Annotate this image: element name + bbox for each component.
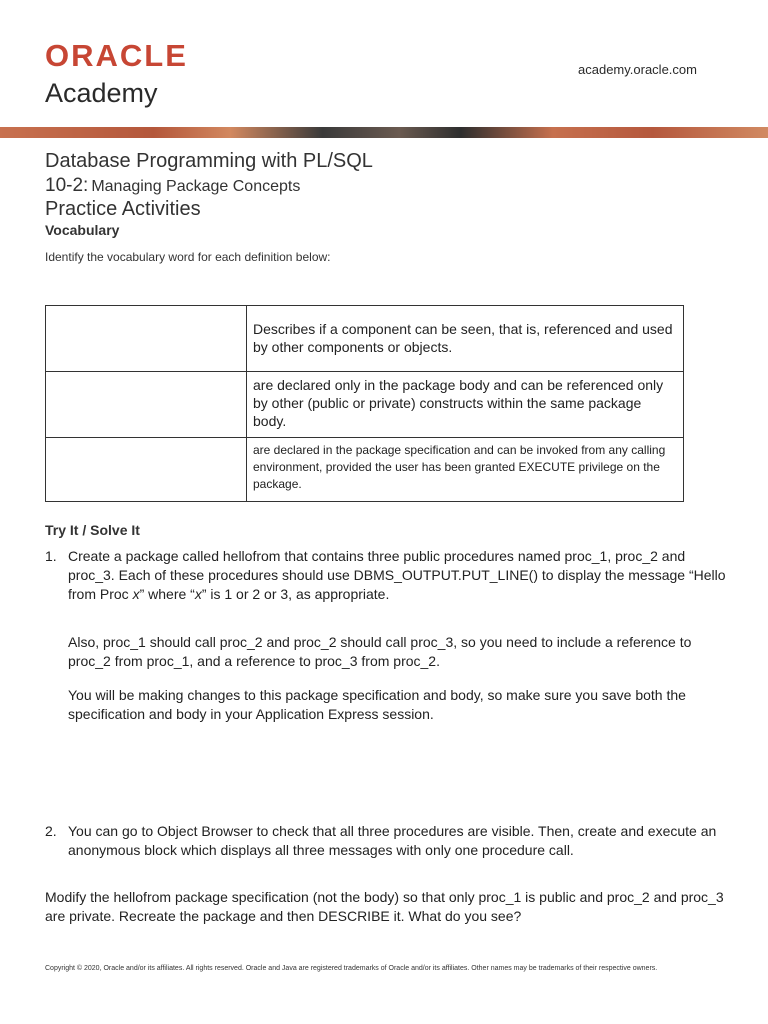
decorative-banner	[0, 127, 768, 138]
q1-text-mid: ” where “	[139, 586, 195, 602]
site-url: academy.oracle.com	[578, 62, 697, 77]
oracle-logo: ORACLE	[45, 38, 188, 73]
question-3-text: Modify the hellofrom package specification (not the body) so that only proc_1 is public and proc_2 and proc_3 are private. Recreate the package and then DESCRIBE it. What do you see?	[45, 889, 724, 924]
vocabulary-instructions: Identify the vocabulary word for each definition below:	[45, 250, 331, 264]
q1-var2: x	[194, 586, 202, 602]
course-title: Database Programming with PL/SQL	[45, 150, 373, 172]
question-1-text	[68, 547, 728, 604]
try-it-heading: Try It / Solve It	[45, 522, 140, 538]
vocabulary-table	[45, 305, 684, 502]
question-1-para3: You will be making changes to this package specification and body, so make sure you save both the specification and body in your Application Express session.	[68, 687, 686, 722]
definition-cell: are declared only in the package body and can be referenced only by other (public or private) constructs within the same package body.	[247, 372, 684, 438]
copyright-footer: Copyright © 2020, Oracle and/or its affiliates. All rights reserved. Oracle and Java are registered trademarks of Oracle and/or its affiliates. Other names may be trademarks of their respective owners.	[45, 965, 658, 972]
question-2-number: 2.	[45, 823, 57, 839]
question-1-number: 1.	[45, 548, 57, 564]
question-2-text: You can go to Object Browser to check that all three procedures are visible. Then, create and execute an anonymous block which displays all three messages with only one procedure call.	[68, 823, 717, 858]
q1-text-after: ” is 1 or 2 or 3, as appropriate.	[201, 586, 390, 602]
definition-cell: are declared in the package specification and can be invoked from any calling environment, provided the user has been granted EXECUTE privilege on the package.	[247, 438, 684, 502]
q1-text-before: Create a package called hellofrom that contains three public procedures named proc_1, proc_2 and proc_3. Each of these procedures should use DBMS_OUTPUT.PUT_LINE() to display the message “Hello from Proc	[68, 548, 726, 602]
vocabulary-row	[46, 438, 684, 502]
term-cell[interactable]	[46, 372, 247, 438]
vocabulary-row	[46, 372, 684, 438]
activity-title: Practice Activities	[45, 198, 201, 220]
question-1-para2: Also, proc_1 should call proc_2 and proc_2 should call proc_3, so you need to include a reference to proc_2 from proc_1, and a reference to proc_3 from proc_2.	[68, 634, 692, 669]
section-number: 10-2:	[45, 175, 89, 196]
vocabulary-heading: Vocabulary	[45, 222, 120, 238]
vocabulary-row	[46, 306, 684, 372]
section-name: Managing Package Concepts	[91, 178, 301, 195]
term-cell[interactable]	[46, 306, 247, 372]
q1-var1: x	[132, 586, 140, 602]
term-cell[interactable]	[46, 438, 247, 502]
definition-cell: Describes if a component can be seen, that is, referenced and used by other components or objects.	[247, 306, 684, 372]
academy-label: Academy	[45, 78, 158, 108]
section-title	[45, 175, 300, 197]
